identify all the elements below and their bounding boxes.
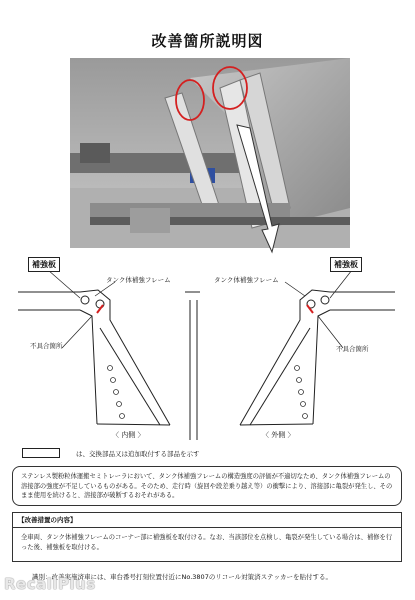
identification-note: 識別：改善実施済車には、車台番号打刻位置付近にNo.3807のリコール対策済ステッカーを貼付する。	[32, 573, 332, 581]
page-title: 改善箇所説明図	[151, 32, 264, 50]
trailer-photo	[70, 58, 350, 248]
frame-label-left: タンク体補強フレーム	[106, 276, 171, 284]
defect-description: ステンレス製粉粒体運搬セミトレーラにおいて、タンク体補強フレームの構造強度の評価が不適切なため、タンク体補強フレームの溶接部の強度が不足しているものがある。そのため、走行時（旋回や段差乗り越え等）の衝撃により、溶接部に亀裂が発生し、そのまま使用を続けると、溶接部が破断するおそれがある。	[12, 466, 402, 506]
legend-swatch	[22, 448, 60, 458]
defect-label-left: 不具合箇所	[30, 342, 63, 350]
frame-label-right: タンク体補強フレーム	[214, 276, 279, 284]
reinforcement-plate-label-right: 補強板	[330, 257, 362, 272]
defect-label-right: 不具合箇所	[336, 345, 369, 353]
reinforcement-plate-label-left: 補強板	[28, 257, 60, 272]
legend-text: は、交換部品又は追加取付する部品を示す	[76, 450, 200, 458]
improvement-measures	[12, 512, 402, 562]
inside-caption: 〈 内側 〉	[112, 431, 145, 439]
watermark-logo: RecallPlus	[4, 575, 96, 593]
outside-caption: 〈 外側 〉	[262, 431, 295, 439]
measures-body: 全車両、タンク体補強フレームのコーナー部に補強板を取付ける。なお、当該部位を点検し、亀裂が発生している場合は、補修を行った後、補強板を取付ける。	[21, 534, 393, 551]
measures-heading: 【改善措置の内容】	[13, 513, 401, 528]
